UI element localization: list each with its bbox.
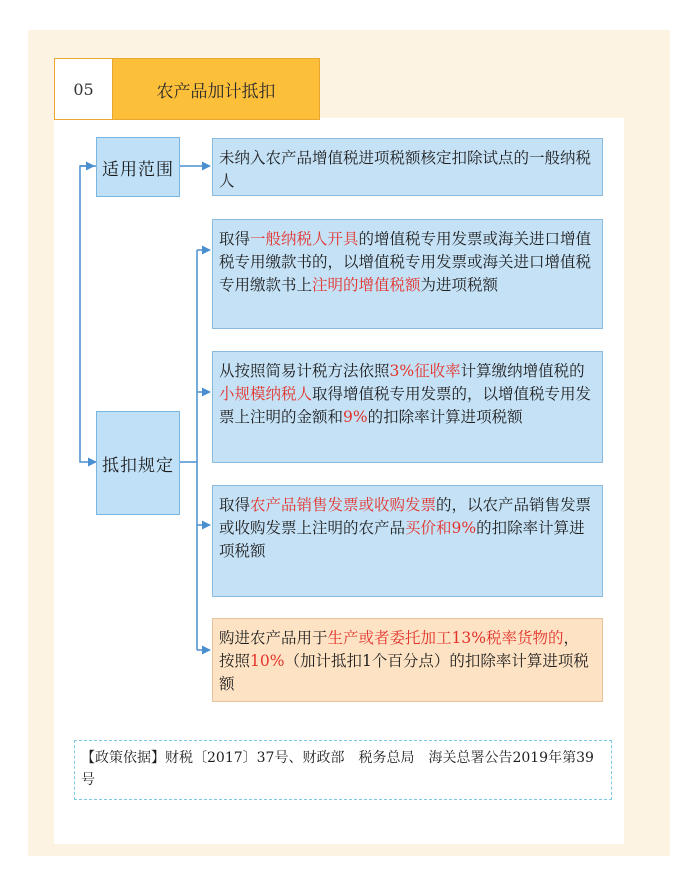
rule-text: 取得 <box>219 230 251 248</box>
rule-text: （加计抵扣1个百分点）的扣除率计算进项税额 <box>219 652 589 693</box>
rule-text: 从按照简易计税方法依照 <box>219 362 390 380</box>
policy-basis <box>74 740 612 800</box>
rule-text: 购进农产品用于 <box>219 629 328 647</box>
connector-main <box>80 166 96 462</box>
rule-box-2 <box>212 351 603 463</box>
rule-text: 的扣除率计算进项税额 <box>367 408 523 426</box>
rule-box-1 <box>212 219 603 329</box>
category-deduction-rules: 抵扣规定 <box>96 411 180 515</box>
section-title: 农产品加计抵扣 <box>156 81 276 102</box>
rule-box-3 <box>212 485 603 597</box>
rule-text: 的，以农产品销售发票或收购发票上注明的农产品 <box>219 496 592 537</box>
highlighted-text: 10% <box>250 652 285 670</box>
highlighted-text: 买价和9% <box>405 519 477 537</box>
policy-text: 【政策依据】财税〔2017〕37号、财政部 税务总局 海关总署公告2019年第39号 <box>81 750 594 788</box>
section-number: 05 <box>55 59 113 119</box>
rule-text: 为进项税额 <box>420 276 499 294</box>
highlighted-text: 小规模纳税人 <box>219 385 313 403</box>
highlighted-text: 一般纳税人开具 <box>250 230 359 248</box>
rule-text: 的增值税专用发票或海关进口增值税专用缴款书的，以增值税专用发票或海关进口增值税专用缴款书上 <box>219 230 592 294</box>
scope-description <box>212 138 603 196</box>
highlighted-text: 农产品销售发票或收购发票 <box>250 496 437 514</box>
rule-text: 取得 <box>219 496 251 514</box>
highlighted-text: 9% <box>343 408 368 426</box>
highlighted-text: 注明的增值税额 <box>312 276 421 294</box>
rule-text: ，按照 <box>219 629 579 670</box>
scope-text: 未纳入农产品增值税进项税额核定扣除试点的一般纳税人 <box>219 149 592 190</box>
category-scope: 适用范围 <box>96 137 180 197</box>
rule-box-4 <box>212 618 603 702</box>
rule-text: 的扣除率计算进项税额 <box>219 519 585 560</box>
rule-text: 计算缴纳增值税的 <box>460 362 585 380</box>
highlighted-text: 生产或者委托加工13%税率货物的 <box>327 629 564 647</box>
highlighted-text: 3%征收率 <box>389 362 461 380</box>
rule-text: 取得增值税专用发票的，以增值税专用发票上注明的金额和 <box>219 385 592 426</box>
